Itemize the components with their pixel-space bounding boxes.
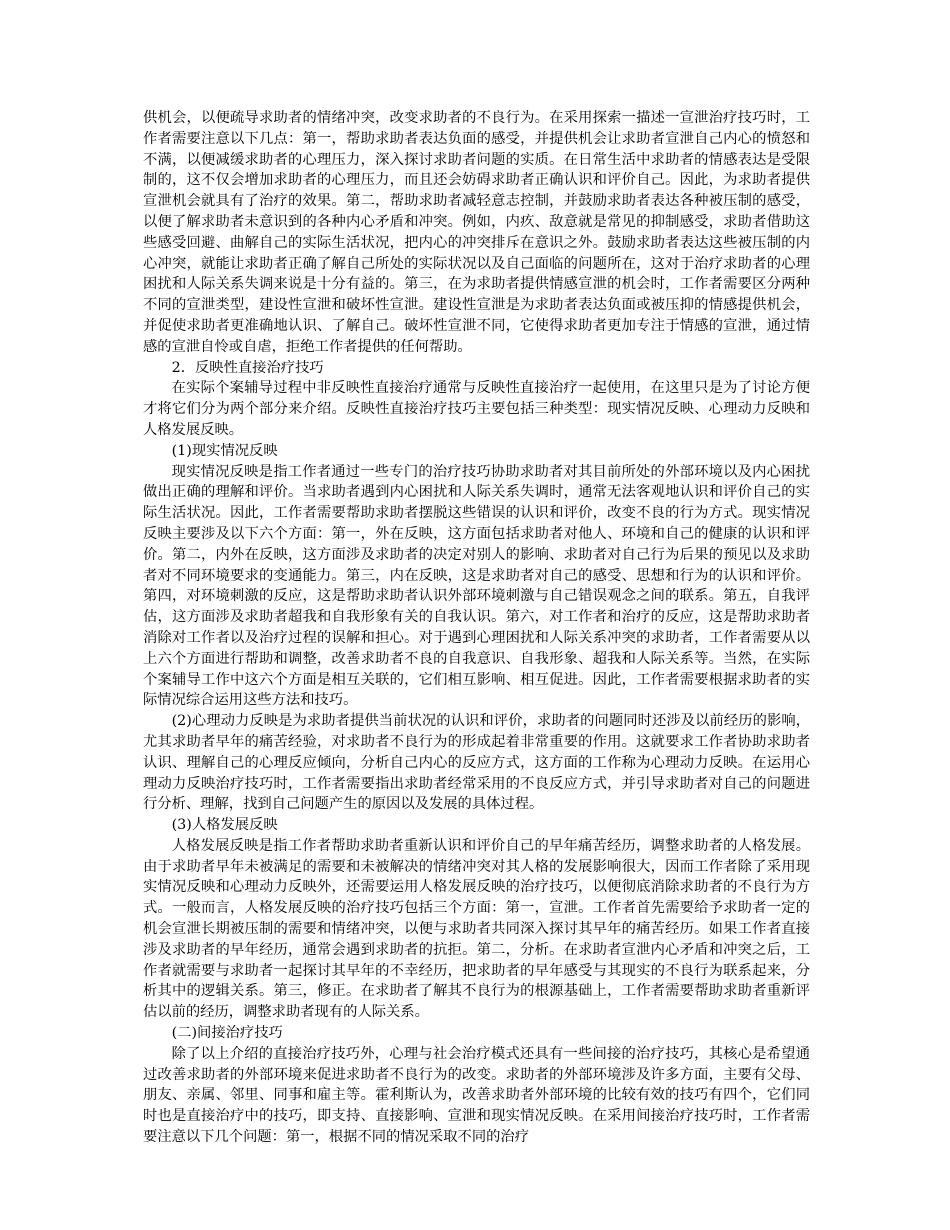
section-heading-reflective-techniques: 2．反映性直接治疗技巧 [171,359,324,376]
paragraph-continuation: 供机会，以便疏导求助者的情绪冲突，改变求助者的不良行为。在采用探索一描述一宣泄治疗技巧时，工作者需要注意以下几点：第一，帮助求助者表达负面的感受，并提供机会让求助者宣泄自己内心的愤怒和不满，以便减缓求助者的心理压力，深入探讨求助者问题的实质。在日常生活中求助者的情感表达是受限制的，这不仅会增加求助者的心理压力，而且还会妨碍求助者正确认识和评价自己。因此，为求助者提供宣泄机会就具有了治疗的效果。第二，帮助求助者减轻意志控制，并鼓励求助者表达各种被压制的感受，以便了解求助者未意识到的各种内心矛盾和冲突。例如，内疚、敌意就是常见的抑制感受，求助者借助这些感受回避、曲解自己的实际生活状况，把内心的冲突排斥在意识之外。鼓励求助者表达这些被压制的内心冲突，就能让求助者正确了解自己所处的实际状况以及自己面临的问题所在，这对于治疗求助者的心理困扰和人际关系失调来说是十分有益的。第三，在为求助者提供情感宣泄的机会时，工作者需要区分两种不同的宣泄类型，建设性宣泄和破坏性宣泄。建设性宣泄是为求助者表达负面或被压抑的情感提供机会，并促使求助者更准确地认识、了解自己。破坏性宣泄不同，它使得求助者更加专注于情感的宣泄，通过情感的宣泄自怜或自虐，拒绝工作者提供的任何帮助。 [143,110,810,355]
paragraph-psychodynamic-reflection: (2)心理动力反映是为求助者提供当前状况的认识和评价，求助者的问题同时还涉及以前经历的影响，尤其求助者早年的痛苦经验，对求助者不良行为的形成起着非常重要的作用。这就要求工作者协助求助者认识、理解自己的心理反应倾向，分析自己内心的反应方式，这方面的工作称为心理动力反映。在运用心理动力反映治疗技巧时，工作者需要指出求助者经常采用的不良反应方式，并引导求助者对自己的问题进行分析、理解，找到自己问题产生的原因以及发展的具体过程。 [143,713,810,813]
section-heading-indirect-techniques: (二)间接治疗技巧 [171,1025,283,1042]
paragraph-indirect-techniques: 除了以上介绍的直接治疗技巧外，心理与社会治疗模式还具有一些间接的治疗技巧，其核心是希望通过改善求助者的外部环境来促进求助者不良行为的改变。求助者的外部环境涉及许多方面，主要有父母、朋友、亲属、邻里、同事和雇主等。霍利斯认为，改善求助者外部环境的比较有效的技巧有四个，它们同时也是直接治疗中的技巧，即支持、直接影响、宣泄和现实情况反映。在采用间接治疗技巧时，工作者需要注意以下几个问题：第一，根据不同的情况采取不同的治疗 [143,1045,810,1146]
paragraph-reflective-intro: 在实际个案辅导过程中非反映性直接治疗通常与反映性直接治疗一起使用，在这里只是为了讨论方便才将它们分为两个部分来介绍。反映性直接治疗技巧主要包括三种类型：现实情况反映、心理动力反映和人格发展反映。 [143,380,810,438]
subheading-reality-reflection: (1)现实情况反映 [171,442,278,459]
paragraph-reality-reflection: 现实情况反映是指工作者通过一些专门的治疗技巧协助求助者对其目前所处的外部环境以及内心困扰做出正确的理解和评价。当求助者遇到内心困扰和人际关系失调时，通常无法客观地认识和评价自己的实际生活状况。因此，工作者需要帮助求助者摆脱这些错误的认识和评价，改变不良的行为方式。现实情况反映主要涉及以下六个方面：第一，外在反映，这方面包括求助者对他人、环境和自己的健康的认识和评价。第二，内外在反映，这方面涉及求助者的决定对别人的影响、求助者对自己行为后果的预见以及求助者对不同环境要求的变通能力。第三，内在反映，这是求助者对自己的感受、思想和行为的认识和评价。第四，对环境刺激的反应，这是帮助求助者认识外部环境刺激与自己错误观念之间的联系。第五，自我评估，这方面涉及求助者超我和自我形象有关的自我认识。第六，对工作者和治疗的反应，这是帮助求助者消除对工作者以及治疗过程的误解和担心。对于遇到心理困扰和人际关系冲突的求助者，工作者需要从以上六个方面进行帮助和调整，改善求助者不良的自我意识、自我形象、超我和人际关系等。当然，在实际个案辅导工作中这六个方面是相互关联的，它们相互影响、相互促进。因此，工作者需要根据求助者的实际情况综合运用这些方法和技巧。 [143,463,810,709]
paragraph-personality-development: 人格发展反映是指工作者帮助求助者重新认识和评价自己的早年痛苦经历，调整求助者的人格发展。由于求助者早年未被满足的需要和未被解决的情绪冲突对其人格的发展影响很大，因而工作者除了采用现实情况反映和心理动力反映外，还需要运用人格发展反映的治疗技巧，以便彻底消除求助者的不良行为方式。一般而言，人格发展反映的治疗技巧包括三个方面：第一，宣泄。工作者首先需要给予求助者一定的机会宣泄长期被压制的需要和情绪冲突，以便与求助者共同深入探讨其早年的痛苦经历。如果工作者直接涉及求助者的早年经历，通常会遇到求助者的抗拒。第二，分析。在求助者宣泄内心矛盾和冲突之后，工作者就需要与求助者一起探讨其早年的不幸经历，把求助者的早年感受与其现实的不良行为联系起来，分析其中的逻辑关系。第三，修正。在求助者了解其不良行为的根源基础上，工作者需要帮助求助者重新评估以前的经历，调整求助者现有的人际关系。 [143,837,810,1021]
subheading-personality-development: (3)人格发展反映 [171,817,278,834]
document-page [143,108,810,1148]
